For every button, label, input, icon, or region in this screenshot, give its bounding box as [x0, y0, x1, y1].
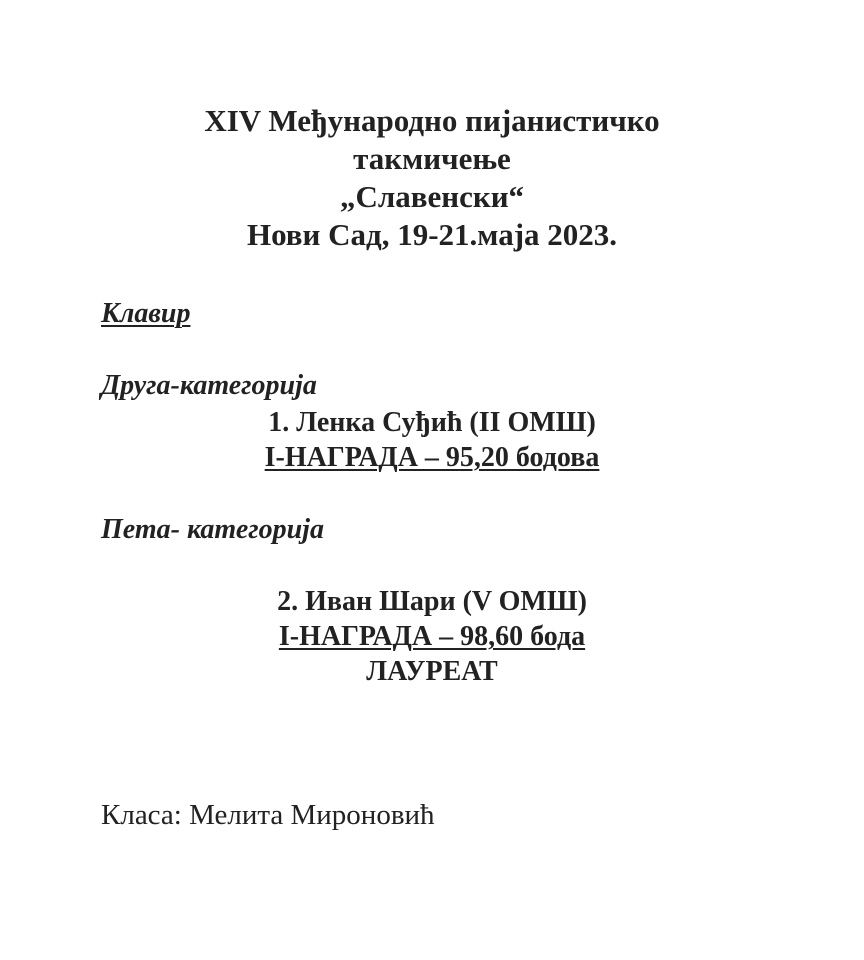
instrument-heading: Клавир	[101, 298, 191, 329]
title-competition-line: XIV Међународно пијанистичко	[204, 103, 660, 138]
category-heading-fifth: Пета- категорија	[101, 514, 324, 545]
title-location-date-line: Нови Сад, 19-21.маја 2023.	[246, 217, 618, 252]
result-entry-first	[0, 405, 864, 475]
competitor-name: 1. Ленка Суђић (II ОМШ)	[268, 407, 596, 438]
title-competition-name-line: „Славенски“	[339, 179, 525, 214]
title-competition-type-line: такмичење	[353, 141, 511, 176]
category-heading-second: Друга-категорија	[101, 370, 317, 401]
award-line: I-НАГРАДА – 95,20 бодова	[264, 442, 600, 473]
award-line: I-НАГРАДА – 98,60 бода	[278, 621, 586, 652]
competitor-name: 2. Иван Шари (V ОМШ)	[277, 586, 587, 617]
laureate-label: ЛАУРЕАТ	[366, 656, 498, 687]
document-title	[0, 102, 864, 254]
result-entry-second	[0, 584, 864, 689]
teacher-class-line: Класа: Мелита Мироновић	[101, 799, 435, 831]
